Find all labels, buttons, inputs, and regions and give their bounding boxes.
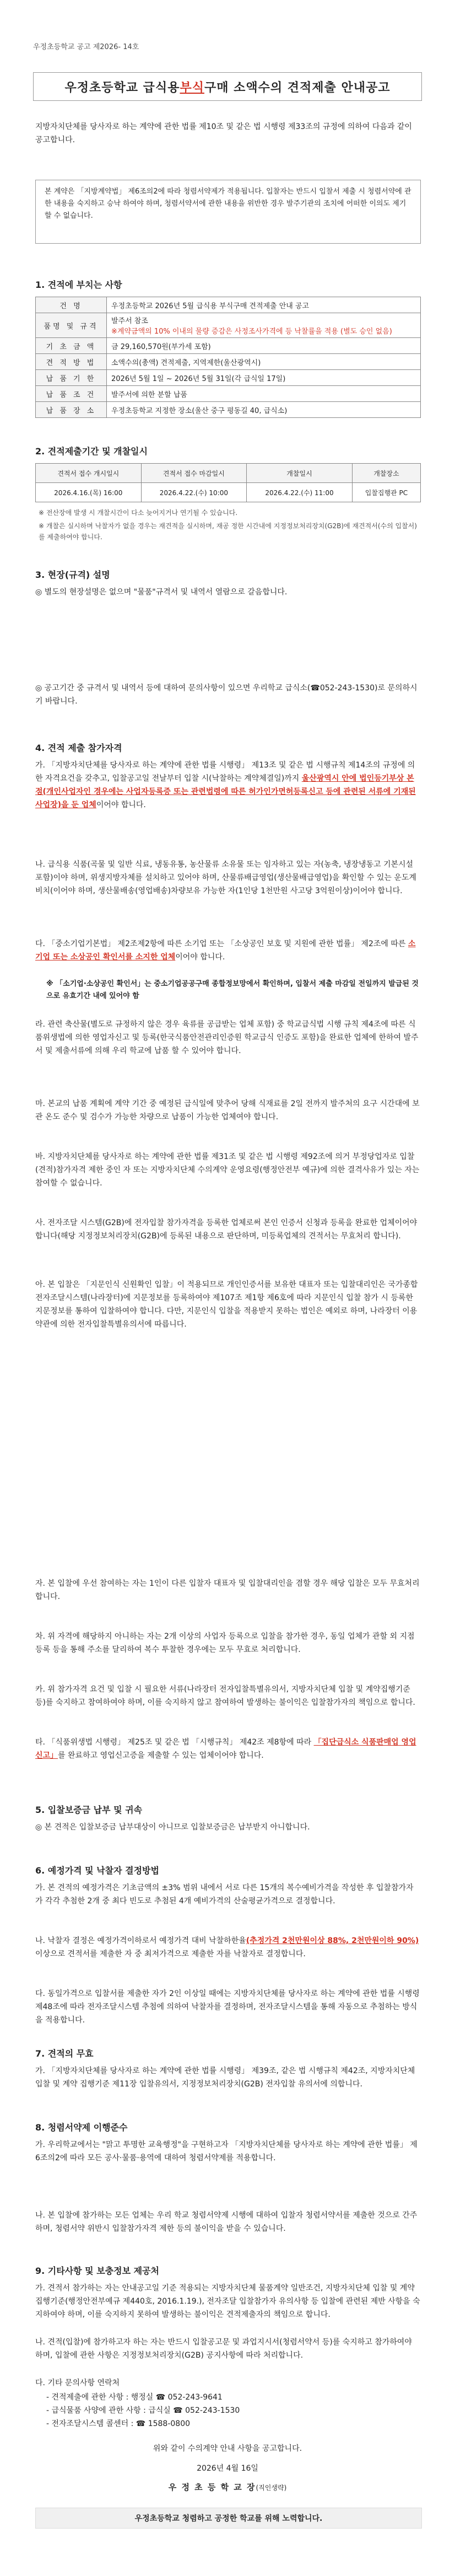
column-header: 견적서 접수 개시일시 xyxy=(36,464,142,483)
section4-da-note: ※ 「소기업·소상공인 확인서」는 중소기업공공구매 종합정보망에서 확인하며, 입찰서 제출 마감일 전일까지 발급된 것으로 유효기간 내에 있어야 함 xyxy=(46,980,419,1000)
notice-date: 2026년 4월 16일 xyxy=(197,2464,258,2473)
table-row xyxy=(36,313,421,338)
title-suffix: 구매 소액수의 견적제출 안내공고 xyxy=(204,80,391,95)
section4-ja: 자. 본 입찰에 우선 참여하는 자는 1인이 다른 입찰자 대표자 및 입찰대리인을 겸할 경우 해당 입찰은 모두 무효처리 합니다. xyxy=(35,1579,420,1601)
row-label: 기 초 금 액 xyxy=(36,338,107,354)
table-row xyxy=(36,402,421,418)
title-prefix: 우정초등학교 급식용 xyxy=(64,80,180,95)
row-value: 발주서에 의한 분할 납품 xyxy=(107,386,421,402)
table-row xyxy=(36,370,421,386)
row-value: 금 29,160,570원(부가세 포함) xyxy=(107,338,421,354)
section5-p1: ◎ 본 견적은 입찰보증금 납부대상이 아니므로 입찰보증금은 납부받지 아니합니다. xyxy=(35,1823,310,1832)
row-value: 우정초등학교 지정한 장소(울산 중구 평동길 40, 급식소) xyxy=(107,402,421,418)
table-cell: 2026.4.22.(수) 10:00 xyxy=(141,483,247,502)
table-row xyxy=(36,386,421,402)
na-text: 나. 낙찰자 결정은 예정가격이하로서 예정가격 대비 낙찰하한율 xyxy=(35,1936,246,1945)
da-text: 다. 「중소기업기본법」 제2조제2항에 따른 소기업 또는 「소상공인 보호 및 지원에 관한 법률」 제2조에 따른 xyxy=(35,940,408,948)
section8-ga: 가. 우리학교에서는 "맑고 투명한 교육행정"을 구현하고자 「지방자치단체를 당사자로 하는 계약에 관한 법률」 제6조의2에 따라 모든 공사·물품·용역에 대하여 청렴서약제를 적용합니다. xyxy=(35,2140,418,2162)
table-cell: 2026.4.22.(수) 11:00 xyxy=(247,483,353,502)
section3-p2: ◎ 공고기간 중 규격서 및 내역서 등에 대하여 문의사항이 있으면 우리학교 급식소(☎052-243-1530)로 문의하시기 바랍니다. xyxy=(35,684,418,706)
section6-heading: 6. 예정가격 및 낙찰자 결정방법 xyxy=(35,1865,159,1876)
schedule-table xyxy=(35,463,421,502)
contact-item: - 전자조달시스템 콜센터 : ☎ 1588-0800 xyxy=(46,2419,191,2428)
section4-ma: 마. 본교의 납품 계획에 계약 기간 중 예정된 급식일에 맞추어 당해 식재료를 2일 전까지 발주처의 요구 시간대에 보관 온도 준수 및 검수가 가능한 차량으로 납품이 가능한 업체여야 합니다. xyxy=(35,1099,420,1121)
table-header-row xyxy=(36,464,421,483)
notice-number: 우정초등학교 공고 제2026- 14호 xyxy=(33,43,139,51)
section1-heading: 1. 견적에 부치는 사항 xyxy=(35,280,122,290)
section9-heading: 9. 기타사항 및 보충정보 제공처 xyxy=(35,2266,159,2276)
section2-heading: 2. 견적제출기간 및 개찰일시 xyxy=(35,446,148,457)
row-value: 우정초등학교 2026년 5월 급식용 부식구매 견적제출 안내 공고 xyxy=(107,297,421,313)
section6-da: 다. 동일가격으로 입찰서를 제출한 자가 2인 이상일 때에는 지방자치단체를 당사자로 하는 계약에 관한 법률 시행령 제48조에 따라 전자조달시스템 추첨에 의하여 낙찰자를 결정하며, 전자조달시스템을 통해 자동으로 추첨하는 방식을 적용합니다. xyxy=(35,1989,420,2025)
section8-na: 나. 본 입찰에 참가하는 모든 업체는 우리 학교 청렴서약제 시행에 대하여 입찰자 청렴서약서를 제출한 것으로 간주하며, 청렴서약 위반시 입찰참가자격 제한 등의 불이익을 받을 수 있습니다. xyxy=(35,2211,418,2233)
section3-heading: 3. 현장(규격) 설명 xyxy=(35,570,110,580)
section6-ga: 가. 본 견적의 예정가격은 기초금액의 ±3% 범위 내에서 서로 다른 15개의 복수예비가격을 작성한 후 입찰참가자가 각각 추첨한 2개 중 최다 빈도로 추첨된 4개 예비가격의 산술평균가격으로 결정합니다. xyxy=(35,1883,414,1906)
section3-p1: ◎ 별도의 현장설명은 없으며 "물품"규격서 및 내역서 열람으로 갈음합니다. xyxy=(35,588,288,597)
table-row xyxy=(36,483,421,502)
ga-highlight: 울산광역시 안에 법인등기부상 본점(개인사업자인 경우에는 사업자등록증 또는 관련법령에 따른 허가인가면허등록신고 등에 관련된 서류에 기재된 사업장)을 둔 업체 xyxy=(35,774,416,809)
contact-item: - 급식물품 사양에 관한 사항 : 급식실 ☎ 052-243-1530 xyxy=(46,2406,240,2415)
slogan-banner: 우정초등학교 청렴하고 공정한 학교를 위해 노력합니다. xyxy=(35,2508,422,2529)
ga-text: 가. 「지방자치단체를 당사자로 하는 계약에 관한 법률 시행령」 제13조 및 같은 법 시행규칙 제14조의 규정에 의한 자격요건을 갖추고, 입찰공고일 전날부터 입찰 시(낙찰하는 계약체결일)까지 xyxy=(35,761,415,783)
row-label: 품명 및 규격 xyxy=(36,313,107,338)
ta-tail: 를 완료하고 영업신고증을 제출할 수 있는 업체이어야 합니다. xyxy=(58,1751,264,1760)
row-label: 납 품 조 건 xyxy=(36,386,107,402)
section7-ga: 가. 「지방자치단체를 당사자로 하는 계약에 관한 법률 시행령」 제39조, 같은 법 시행규칙 제42조, 지방자치단체 입찰 및 계약 집행기준 제11장 입찰유의서, 지정정보처리장치(G2B) 전자입찰 유의서에 의합니다. xyxy=(35,2067,415,2089)
table-cell: 2026.4.16.(목) 16:00 xyxy=(36,483,142,502)
spec-value: 발주서 참조 xyxy=(111,317,148,325)
issuer xyxy=(0,2481,455,2493)
integrity-notice-box: 본 계약은 「지방계약법」 제6조의2에 따라 청렴서약제가 적용됩니다. 입찰자는 반드시 입찰서 제출 시 청렴서약에 관한 내용을 숙지하고 승낙 하여야 하며, 청렴서약서에 관한 내용을 위반한 경우 발주기관의 조치에 어떠한 이의도 제기할 수 없습니다. xyxy=(35,180,421,244)
row-value: 소액수의(총액) 견적제출, 지역제한(울산광역시) xyxy=(107,354,421,370)
schedule-note: ※ 개찰은 실시하며 낙찰자가 없을 경우는 재견적을 실시하며, 재공 정한 시간내에 지정정보처리장치(G2B)에 재견적서(수의 입찰서)를 제출하여야 합니다. xyxy=(39,522,417,541)
da-tail: 이어야 합니다. xyxy=(175,953,225,962)
section4-heading: 4. 견적 제출 참가자격 xyxy=(35,743,122,753)
section4-da xyxy=(35,937,421,964)
section8-heading: 8. 청렴서약제 이행준수 xyxy=(35,2122,128,2133)
column-header: 개찰장소 xyxy=(352,464,420,483)
spec-note: ※계약금액의 10% 이내의 물량 증감은 사정조사가격에 등 낙찰률을 적용 (별도 승인 없음) xyxy=(111,328,392,336)
ta-text: 타. 「식품위생법 시행령」 제25조 및 같은 법 「시행규칙」 제42조 제8항에 따라 xyxy=(35,1738,314,1747)
na-highlight: (추정가격 2천만원이상 88%, 2천만원이하 90%) xyxy=(246,1936,419,1945)
row-value xyxy=(107,313,421,338)
table-row xyxy=(36,297,421,313)
contact-item: - 견적제출에 관한 사항 : 행정실 ☎ 052-243-9641 xyxy=(46,2393,223,2402)
seal-omitted: (직인생략) xyxy=(256,2484,287,2492)
ta-highlight: 「집단급식소 식품판매업 영업신고」 xyxy=(35,1738,416,1760)
row-label: 건 명 xyxy=(36,297,107,313)
section4-ka: 카. 위 참가자격 요건 및 입찰 시 필요한 서류(나라장터 전자입찰특별유의서, 지방자치단체 입찰 및 계약집행기준 등)를 숙지하고 참여하여야 하며, 이를 숙지하지 않고 참여하여 발생하는 불이익은 입찰참가자의 책임으로 합니다. xyxy=(35,1685,415,1707)
da-highlight: 소기업 또는 소상공인 확인서를 소지한 업체 xyxy=(35,940,416,962)
page-title xyxy=(33,72,422,101)
section6-na xyxy=(35,1934,421,1961)
section4-ba: 바. 지방자치단체를 당사자로 하는 계약에 관한 법률 제31조 및 같은 법 시행령 제92조에 의거 부정당업자로 입찰(견적)참가자격 제한 중인 자 또는 지방자치단체 수의계약 운영요령(행정안전부 예규)에 의한 결격사유가 있는 자는 참여할 수 없습니다. xyxy=(35,1152,420,1188)
section4-a: 아. 본 입찰은 「지문인식 신원확인 입찰」이 적용되므로 개인인증서를 보유한 대표자 또는 입찰대리인은 국가종합전자조달시스템(나라장터)에 지문정보를 등록하여야 제107조 제1항 제6호에 따라 지문인식 입찰 참가 시 등록한 지문정보를 통하여 입찰하여야 합니다. 다만, 지문인식 입찰을 적용받지 못하는 법인은 예외로 하며, 나라장터 이용약관에 의한 전자입찰특별유의서에 따릅니다. xyxy=(35,1280,418,1329)
section4-na: 나. 급식용 식품(곡물 및 일반 식료, 냉동유통, 농산물류 소유물 또는 임자하고 있는 자(농축, 냉장냉동고 기본시설 포함)이야 하며, 위생지방자체를 설치하고 있어야 하며, 산물류배급영업(생산물배급영업)을 확인할 수 있는 운도계 비치(이어야 하며, 생산물배송(영업배송)차량보유 가능한 자(1인당 1천만원 사고당 3억원이상)이어야 합니다. xyxy=(35,860,416,895)
table-row xyxy=(36,338,421,354)
closing-statement: 위와 같이 수의계약 안내 사항을 공고합니다. xyxy=(153,2444,302,2453)
section9-ga: 가. 견적서 참가하는 자는 안내공고일 기준 적용되는 지방자치단체 물품계약 일반조건, 지방자치단체 입찰 및 계약집행기준(행정안전부예규 제440호, 2016.1.19.), 전자조달 입찰참가자 유의사항 등 입찰에 관련된 제반 사항을 숙지하여야 하며, 이를 숙지하지 못하여 발생하는 불이익은 견적제출자의 책임으로 합니다. xyxy=(35,2284,420,2319)
row-label: 납 품 장 소 xyxy=(36,402,107,418)
issuer-name: 우 정 초 등 학 교 장 xyxy=(168,2482,256,2492)
title-highlight: 부식 xyxy=(180,80,204,95)
row-label: 납 품 기 한 xyxy=(36,370,107,386)
row-value: 2026년 5월 1일 ~ 2026년 5월 31일(각 급식일 17일) xyxy=(107,370,421,386)
section4-ra: 라. 관련 축산물(별도로 규정하지 않은 경우 육류를 공급받는 업체 포함) 중 학교급식법 시행 규칙 제4조에 따른 식품위생법에 의한 영업자신고 및 등록(한국식품안전관리인증원 학교급식 인증도 포함)을 완료한 업체에 한하여 발주서 및 제출서류에 의해 우리 학교에 납품 할 수 있어야 합니다. xyxy=(35,1020,419,1055)
table-cell: 입찰집행관 PC xyxy=(352,483,420,502)
na-tail: 이상으로 견적서를 제출한 자 중 최저가격으로 제출한 자를 낙찰자로 결정합니다. xyxy=(35,1950,306,1958)
column-header: 견적서 접수 마감일시 xyxy=(141,464,247,483)
table-row xyxy=(36,354,421,370)
section4-sa: 사. 전자조달 시스템(G2B)에 전자입찰 참가자격을 등록한 업체로써 본인 인증서 신청과 등록을 완료한 업체이어야 합니다(해당 지정정보처리장치(G2B)에 등록된 내용으로 판단하며, 미등록업체의 견적서는 무효처리 합니다). xyxy=(35,1219,418,1241)
schedule-note: ※ 전산장애 발생 시 개찰시간이 다소 늦어지거나 연기될 수 있습니다. xyxy=(39,509,238,517)
row-label: 견 적 방 법 xyxy=(36,354,107,370)
section4-cha: 차. 위 자격에 해당하지 아니하는 자는 2개 이상의 사업자 등록으로 입찰을 참가한 경우, 동일 업체가 관할 외 지점등록 등을 통해 주소를 달리하여 복수 투찰한 경우에는 모두 무효로 처리합니다. xyxy=(35,1632,415,1654)
ga-tail: 이어야 합니다. xyxy=(96,801,146,809)
section5-heading: 5. 입찰보증금 납부 및 귀속 xyxy=(35,1805,143,1815)
section9-da: 다. 기타 문의사항 연락처 xyxy=(35,2379,120,2387)
contract-table xyxy=(35,297,421,418)
section9-na: 나. 견적(입찰)에 참가하고자 하는 자는 반드시 입찰공고문 및 과업지시서(청렴서약서 등)를 숙지하고 참가하여야 하며, 입찰에 관한 사항은 지정정보처리장치(G2B) 공지사항에 따라 처리합니다. xyxy=(35,2338,412,2360)
section4-ga xyxy=(35,759,421,812)
section7-heading: 7. 견적의 무효 xyxy=(35,2048,94,2059)
intro-text: 지방자치단체를 당사자로 하는 계약에 관한 법률 제10조 및 같은 법 시행령 제33조의 규정에 의하여 다음과 같이 공고합니다. xyxy=(35,122,412,144)
column-header: 개찰일시 xyxy=(247,464,353,483)
section4-ta xyxy=(35,1736,421,1762)
